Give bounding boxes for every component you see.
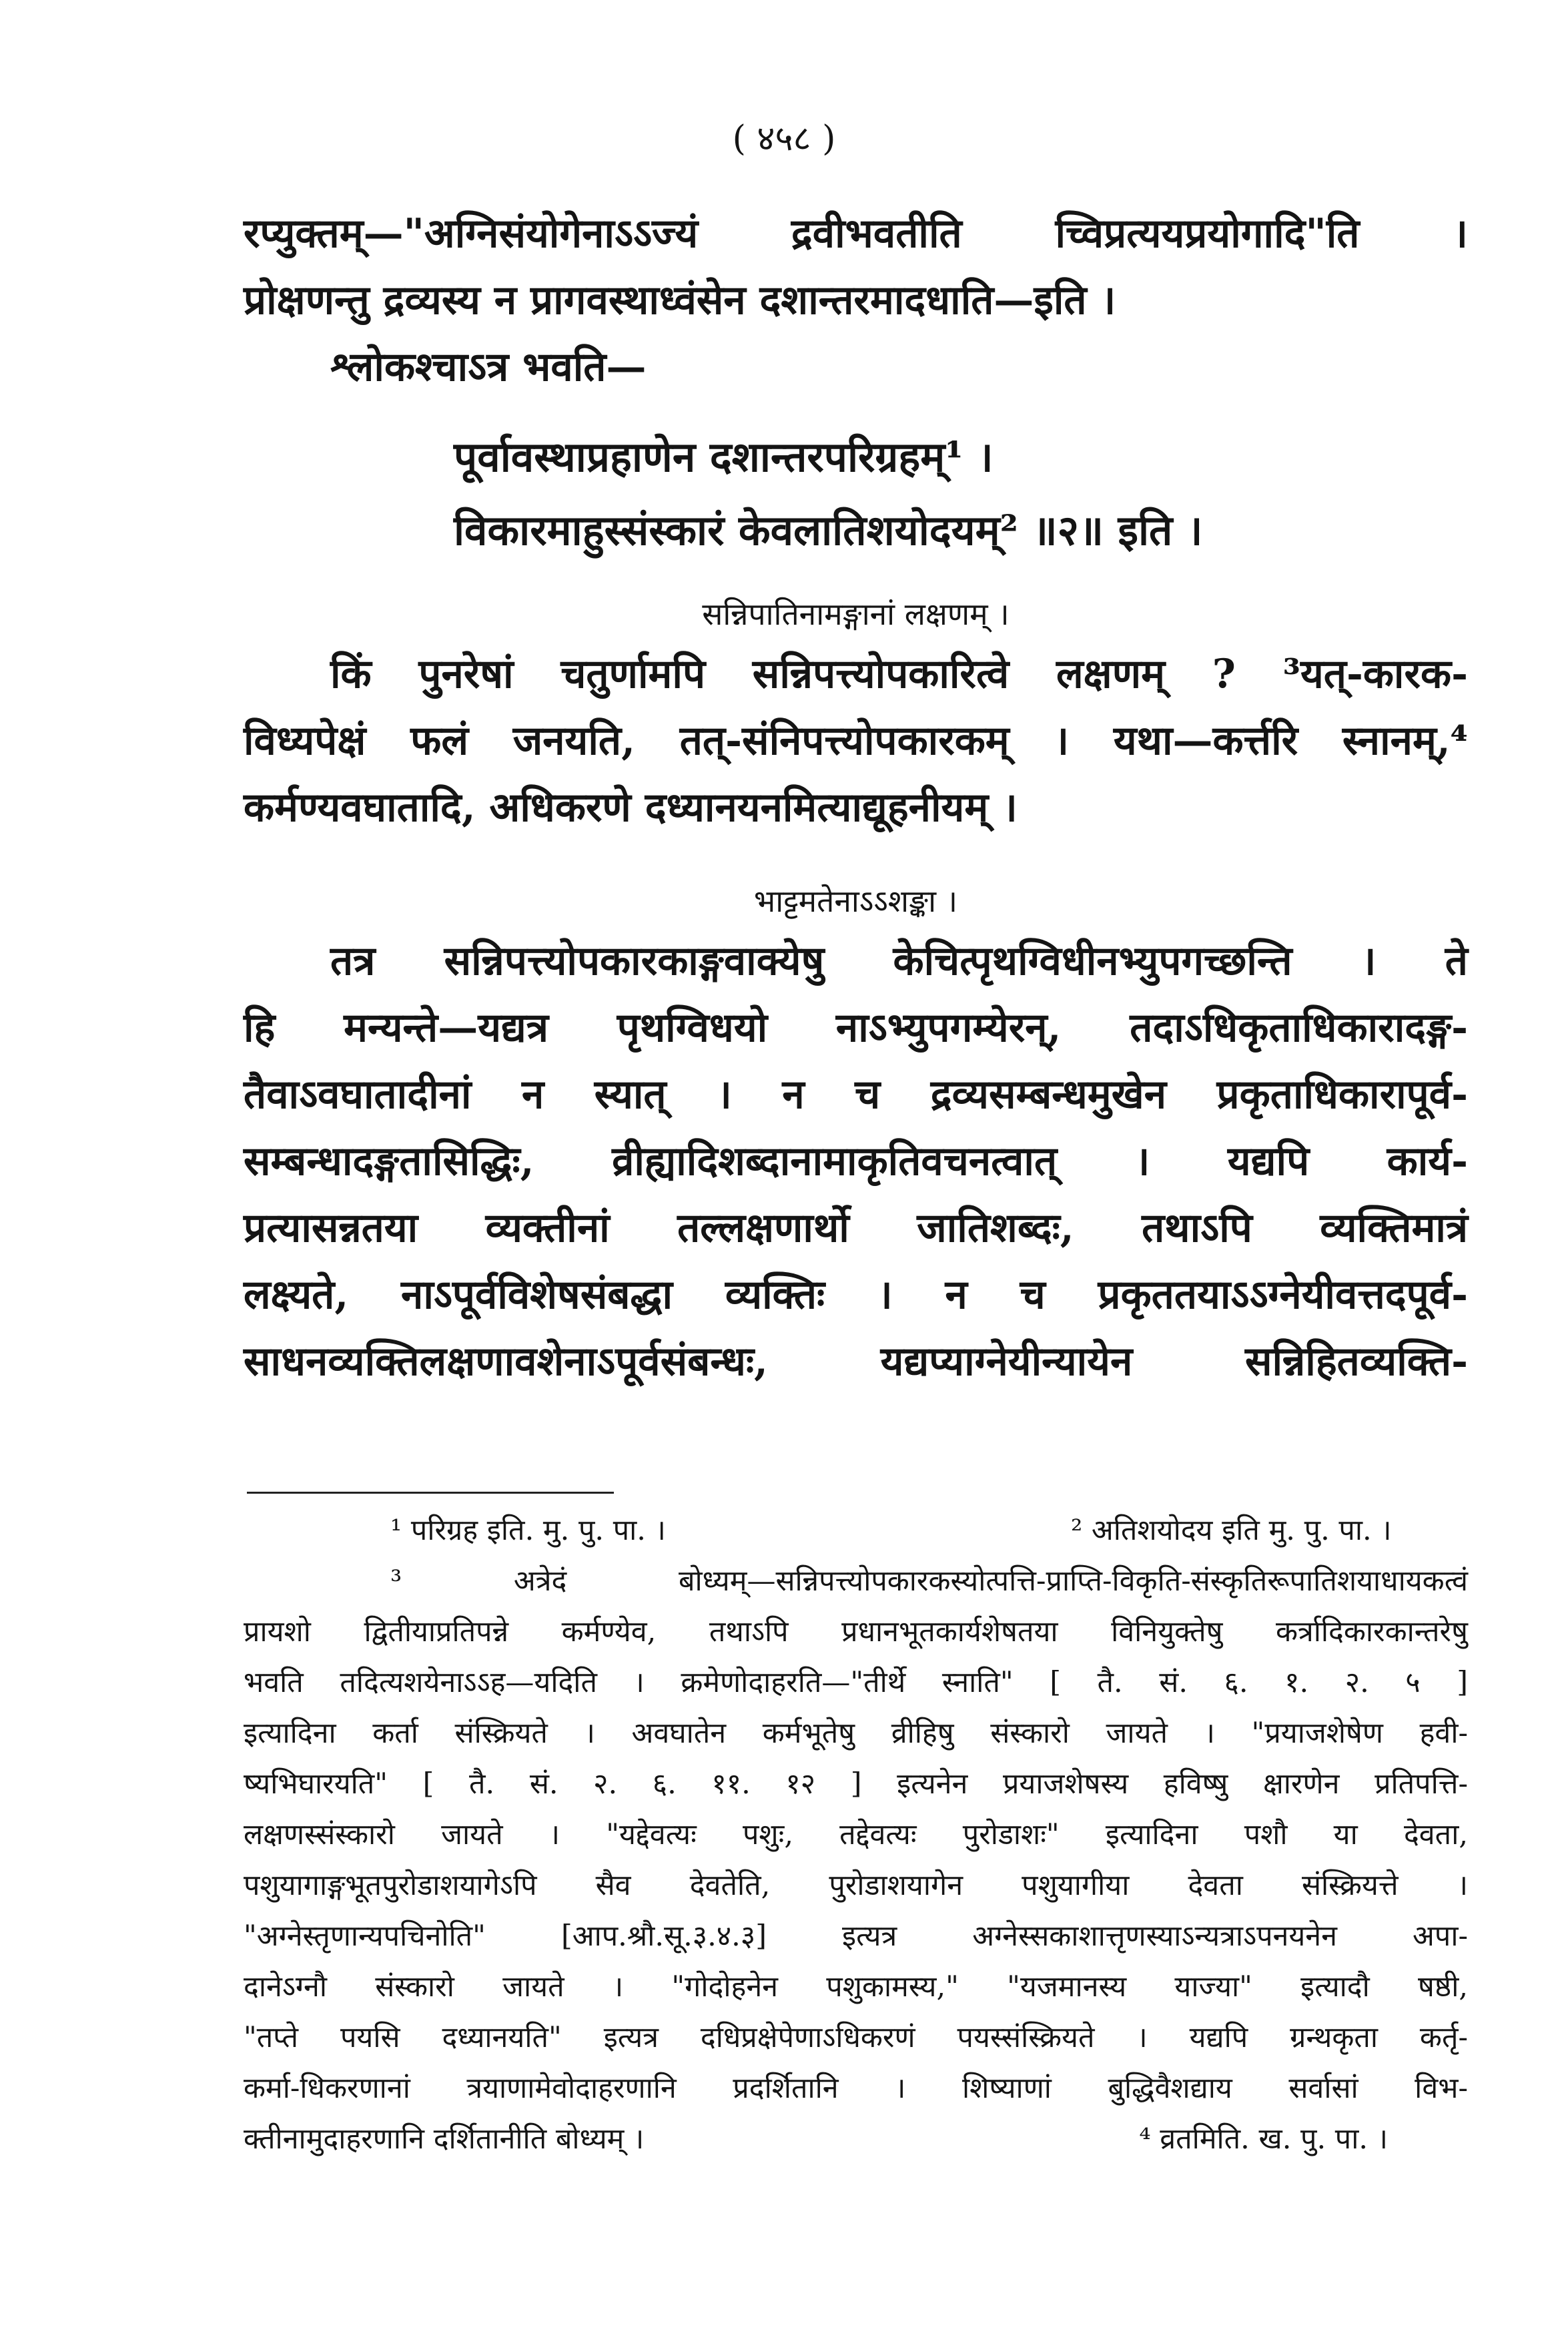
- footnote-divider: [247, 1492, 614, 1494]
- footnote-1: ¹ परिग्रह इति. मु. पु. पा. ।: [390, 1514, 666, 1547]
- footnote-3-line: "अग्नेस्तृणान्यपचिनोति" [आप.श्रौ.सू.३.४.३] इत्यत्र अग्नेस्सकाशात्तृणस्याऽन्यत्राऽपनयनेन अपा-: [244, 1920, 1468, 1953]
- footnote-3-line: इत्यादिना कर्ता संस्क्रियते । अवघातेन कर्मभूतेषु व्रीहिषु संस्कारो जायते । "प्रयाजशेषेण हवी-: [244, 1717, 1468, 1750]
- verse-line: विकारमाहुस्संस्कारं केवलातिशयोदयम्² ॥२॥ इति ।: [454, 506, 1203, 555]
- text-line: किं पुनरेषां चतुर्णामपि सन्निपत्त्योपकारित्वे लक्षणम् ? ³यत्-कारक-: [330, 651, 1468, 697]
- footnote-3-line: क्तीनामुदाहरणानि दर्शितानीति बोध्यम् ।: [244, 2122, 645, 2156]
- footnote-3-line: भवति तदित्यशयेनाऽऽह—यदिति । क्रमेणोदाहरति—"तीर्थे स्नाति" [ तै. सं. ६. १. २. ५ ]: [244, 1666, 1468, 1699]
- footnote-3-line: लक्षणस्संस्कारो जायते । "यद्देवत्यः पशुः, तद्देवत्यः पुरोडाशः" इत्यादिना पशौ या देवता,: [244, 1818, 1468, 1851]
- footnote-row: [244, 2114, 1468, 2164]
- text-line: प्रोक्षणन्तु द्रव्यस्य न प्रागवस्थाध्वंसेन दशान्तरमादधाति—इति ।: [244, 277, 1116, 324]
- main-text: [244, 200, 1468, 1395]
- verse-intro: श्लोकश्चाऽत्र भवति—: [330, 344, 647, 390]
- footnote-3-line: प्रायशो द्वितीयाप्रतिपन्ने कर्मण्येव, तथाऽपि प्रधानभूतकार्यशेषतया विनियुक्तेषु कर्त्रादिकारकान्तरेषु: [244, 1615, 1468, 1649]
- footnote-4: ⁴ व्रतमिति. ख. पु. पा. ।: [1139, 2122, 1388, 2156]
- footnotes: [244, 1505, 1468, 2164]
- footnote-row: [244, 1505, 1468, 1556]
- text-line: रप्युक्तम्—"अग्निसंयोगेनाऽऽज्यं द्रवीभवतीति च्विप्रत्ययप्रयोगादि"ति ।: [244, 210, 1468, 257]
- footnote-3-line: "तप्ते पयसि दध्यानयति" इत्यत्र दधिप्रक्षेपेणाऽधिकरणं पयस्संस्क्रियते । यद्यपि ग्रन्थकृता कर्तृ-: [244, 2021, 1468, 2054]
- text-line: प्रत्यासन्नतया व्यक्तीनां तल्लक्षणार्थो जातिशब्दः, तथाऽपि व्यक्तिमात्रं: [244, 1205, 1468, 1251]
- page-number: ( ४५८ ): [732, 119, 836, 159]
- text-line: कर्मण्यवघातादि, अधिकरणे दध्यानयनमित्याद्यूहनीयम् ।: [244, 784, 1018, 831]
- section-heading: भाट्टमतेनाऽऽशङ्का ।: [753, 883, 958, 919]
- verse-line: पूर्वावस्थाप्रहाणेन दशान्तरपरिग्रहम्¹ ।: [454, 432, 994, 481]
- footnote-3-line: पशुयागाङ्गभूतपुरोडाशयागेऽपि सैव देवतेति, पुरोडाशयागेन पशुयागीया देवता संस्क्रियत्ते ।: [244, 1869, 1468, 1902]
- text-line: तत्र सन्निपत्त्योपकारकाङ्गवाक्येषु केचित्पृथग्विधीनभ्युपगच्छन्ति । ते: [330, 938, 1468, 984]
- text-line: लक्ष्यते, नाऽपूर्वविशेषसंबद्धा व्यक्तिः । न च प्रकृततयाऽऽग्नेयीवत्तदपूर्व-: [244, 1271, 1468, 1318]
- footnote-3-line: कर्मा-धिकरणानां त्रयाणामेवोदाहरणानि प्रदर्शितानि । शिष्याणां बुद्धिवैशद्याय सर्वासां विभ-: [244, 2072, 1468, 2105]
- text-line: साधनव्यक्तिलक्षणावशेनाऽपूर्वसंबन्धः, यद्यप्याग्नेयीन्यायेन सन्निहितव्यक्ति-: [244, 1338, 1468, 1385]
- text-line: विध्यपेक्षं फलं जनयति, तत्-संनिपत्त्योपकारकम् । यथा—कर्त्तरि स्नानम्,⁴: [244, 717, 1468, 764]
- section-heading: सन्निपातिनामङ्गानां लक्षणम् ।: [702, 596, 1010, 632]
- text-line: तैवाऽवघातादीनां न स्यात् । न च द्रव्यसम्बन्धमुखेन प्रकृताधिकारापूर्व-: [244, 1071, 1468, 1118]
- footnote-3-line: ष्यभिघारयति" [ तै. सं. २. ६. ११. १२ ] इत्यनेन प्रयाजशेषस्य हविष्षु क्षारणेन प्रतिपत्ति-: [244, 1767, 1468, 1801]
- text-line: सम्बन्धादङ्गतासिद्धिः, व्रीह्यादिशब्दानामाकृतिवचनत्वात् । यद्यपि कार्य-: [244, 1138, 1468, 1185]
- text-line: हि मन्यन्ते—यद्यत्र पृथग्विधयो नाऽभ्युपगम्येरन्, तदाऽधिकृताधिकारादङ्ग-: [244, 1004, 1468, 1051]
- footnote-3-line: ³ अत्रेदं बोध्यम्—सन्निपत्त्योपकारकस्योत्पत्ति-प्राप्ति-विकृति-संस्कृतिरूपातिशयाधायकत्वं: [390, 1564, 1468, 1598]
- footnote-3-line: दानेऽग्नौ संस्कारो जायते । "गोदोहनेन पशुकामस्य," "यजमानस्य याज्या" इत्यादौ षष्ठी,: [244, 1970, 1468, 2004]
- footnote-2: ² अतिशयोदय इति मु. पु. पा. ।: [1071, 1514, 1392, 1547]
